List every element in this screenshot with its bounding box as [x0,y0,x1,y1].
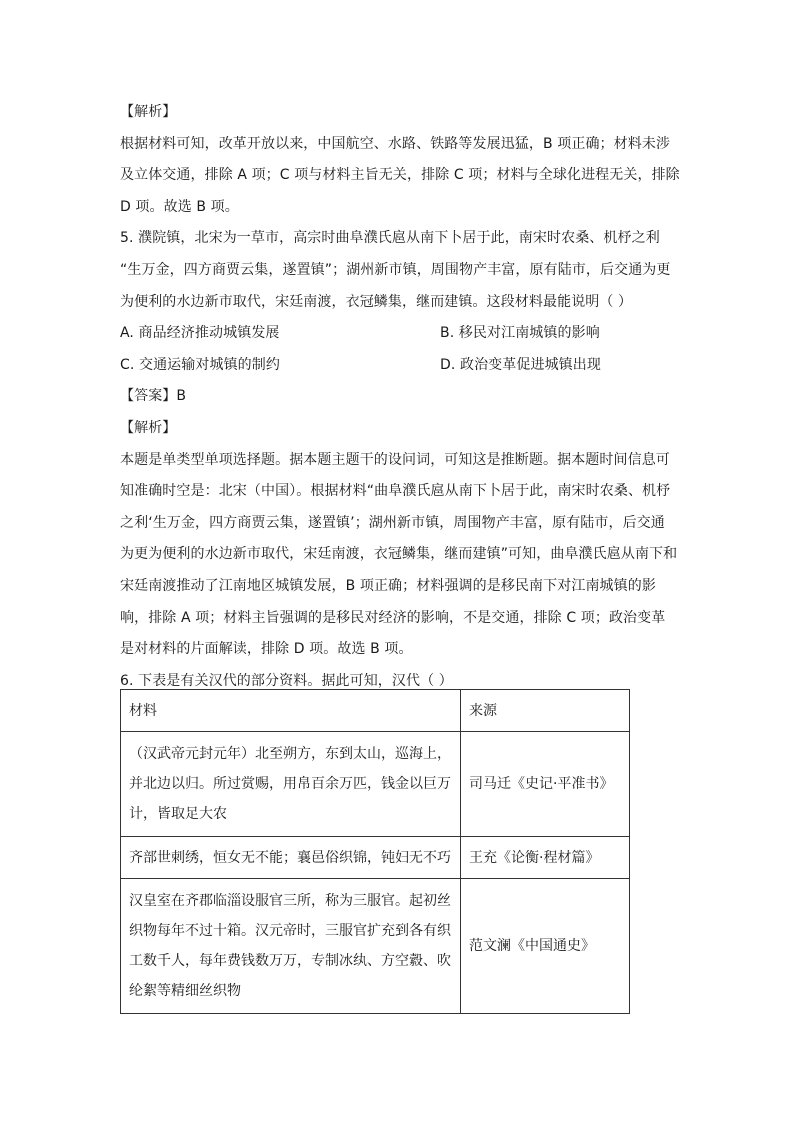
table-row [121,732,630,837]
header-material: 材料 [121,690,461,732]
material-line: 织物每年不过十箱。汉元帝时，三服官扩充到各有织 [129,923,451,939]
analysis-line: 是对材料的片面解读，排除 D 项。故选 B 项。 [120,641,413,658]
material-line: 工数千人，每年费钱数万万，专制冰纨、方空縠、吹 [129,953,451,969]
material-line: （汉武帝元封元年）北至朔方，东到太山，巡海上， [129,746,451,762]
material-line: 计，皆取足大农 [129,806,227,822]
options-row [120,350,680,382]
option-b: B. 移民对江南城镇的影响 [440,325,600,342]
analysis-line: 之利‘生万金，四方商贾云集，遂置镇’；湖州新市镇，周围物产丰富，原有陆市，后交通 [120,514,665,531]
source-cell: 司马迁《史记·平准书》 [461,732,630,837]
material-line: 纶絮等精细丝织物 [129,983,241,999]
answer-label: 【答案】B [120,388,187,405]
options-row [120,318,680,350]
analysis-line: 及立体交通，排除 A 项；C 项与材料主旨无关，排除 C 项；材料与全球化进程无关，排除 [120,167,680,184]
analysis-line: 响，排除 A 项；材料主旨强调的是移民对经济的影响，不是交通，排除 C 项；政治变革 [120,609,666,626]
material-line: 齐部世刺绣，恒女无不能；襄邑俗织锦，钝妇无不巧 [129,849,451,866]
table-row [121,837,630,879]
table-header-row [121,690,630,732]
question-5-stem: 为便利的水边新市取代，宋廷南渡，衣冠鳞集，继而建镇。这段材料最能说明（ ） [120,293,633,310]
material-cell [121,879,461,1014]
analysis-line: 为更为便利的水边新市取代，宋廷南渡，衣冠鳞集，继而建镇”可知，曲阜濮氏扈从南下和 [120,546,678,563]
analysis-line: 根据材料可知，改革开放以来，中国航空、水路、铁路等发展迅猛，B 项正确；材料未涉 [120,135,671,152]
analysis-line: 知准确时空是：北宋（中国）。根据材料“曲阜濮氏扈从南下卜居于此，南宋时农桑、机杼 [120,483,671,500]
source-table [120,689,630,1014]
material-cell [121,732,461,837]
option-c: C. 交通运输对城镇的制约 [120,356,280,373]
document-page [120,97,680,697]
option-d: D. 政治变革促进城镇出现 [440,356,601,373]
analysis-line: 本题是单类型单项选择题。据本题主题干的设问词，可知这是推断题。据本题时间信息可 [120,451,670,468]
material-line: 并北边以归。所过赏赐，用帛百余万匹，钱金以巨万 [129,776,451,792]
question-5-stem: “生万金，四方商贾云集，遂置镇”；湖州新市镇，周围物产丰富，原有陆市，后交通为更 [120,261,671,278]
analysis-line: D 项。故选 B 项。 [120,198,239,215]
question-6-stem: 6. 下表是有关汉代的部分资料。据此可知，汉代（ ） [120,672,453,689]
material-line: 汉皇室在齐郡临淄设服官三所，称为三服官。起初丝 [129,893,451,909]
analysis-label: 【解析】 [120,419,177,436]
question-5-stem: 5. 濮院镇，北宋为一草市，高宗时曲阜濮氏扈从南下卜居于此，南宋时农桑、机杼之利 [120,230,660,247]
source-cell: 范文澜《中国通史》 [461,879,630,1014]
analysis-line: 宋廷南渡推动了江南地区城镇发展，B 项正确；材料强调的是移民南下对江南城镇的影 [120,577,656,594]
material-cell [121,837,461,879]
header-source: 来源 [461,690,630,732]
option-a: A. 商品经济推动城镇发展 [120,325,280,342]
analysis-label: 【解析】 [120,104,177,120]
table-row [121,879,630,1014]
source-cell: 王充《论衡·程材篇》 [461,837,630,879]
